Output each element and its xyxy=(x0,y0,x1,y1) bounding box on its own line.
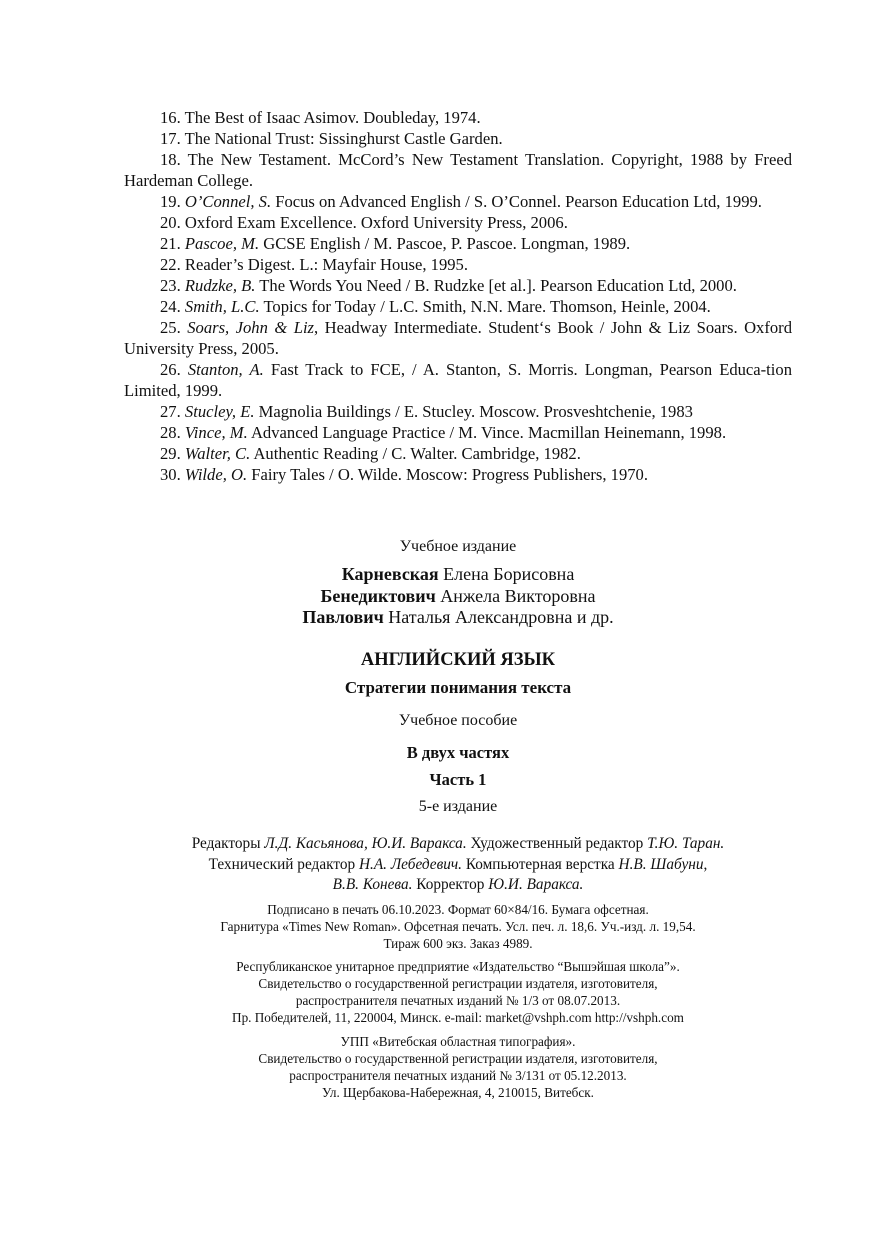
reference-item: 23. Rudzke, B. The Words You Need / B. Rudzke [et al.]. Pearson Education Ltd, 2000. xyxy=(160,276,737,295)
credits-line: Редакторы Л.Д. Касьянова, Ю.И. Варакса. Художественный редактор Т.Ю. Таран. xyxy=(191,835,725,852)
publisher-line: распространителя печатных изданий № 1/3 от 08.07.2013. xyxy=(295,993,621,1008)
publisher-line: Республиканское унитарное предприятие «Издательство “Вышэйшая школа”». xyxy=(236,959,680,974)
printer-line: Свидетельство о государственной регистрации издателя, изготовителя, xyxy=(258,1051,658,1066)
reference-author: Stucley, E. xyxy=(184,402,255,421)
book-title: АНГЛИЙСКИЙ ЯЗЫК xyxy=(360,650,556,670)
reference-author: Rudzke, B. xyxy=(184,276,256,295)
reference-item: 27. Stucley, E. Magnolia Buildings / E. Stucley. Moscow. Prosveshtchenie, 1983 xyxy=(160,402,693,421)
author-line: Павлович Наталья Александровна и др. xyxy=(302,607,614,627)
reference-author: Walter, C. xyxy=(184,444,251,463)
reference-author: Smith, L.C. xyxy=(184,297,260,316)
reference-item: 26. Stanton, A. Fast Track to FCE, / A. Stanton, S. Morris. Longman, Pearson Educa-tion Limited, 1999. xyxy=(124,360,792,400)
printer-info xyxy=(60,1033,856,1101)
print-info xyxy=(60,901,856,952)
reference-author: Vince, M. xyxy=(184,423,248,442)
reference-item: 25. Soars, John & Liz, Headway Intermediate. Student‘s Book / John & Liz Soars. Oxford University Press, 2005. xyxy=(124,318,792,358)
print-info-line: Гарнитура «Times New Roman». Офсетная печать. Усл. печ. л. 18,6. Уч.-изд. л. 19,54. xyxy=(220,919,696,934)
reference-item: 30. Wilde, O. Fairy Tales / O. Wilde. Moscow: Progress Publishers, 1970. xyxy=(160,465,648,484)
reference-item: 18. The New Testament. McCord’s New Testament Translation. Copyright, 1988 by Freed Hardeman College. xyxy=(124,150,792,190)
reference-item: 28. Vince, M. Advanced Language Practice / M. Vince. Macmillan Heinemann, 1998. xyxy=(160,423,727,442)
author-list xyxy=(60,564,856,629)
reference-list xyxy=(124,107,792,485)
reference-item: 29. Walter, C. Authentic Reading / C. Walter. Cambridge, 1982. xyxy=(160,444,581,463)
part-number: Часть 1 xyxy=(429,770,487,789)
printer-line: УПП «Витебская областная типография». xyxy=(340,1034,576,1049)
printer-line: распространителя печатных изданий № 3/131 от 05.12.2013. xyxy=(289,1068,627,1083)
publisher-line: Свидетельство о государственной регистрации издателя, изготовителя, xyxy=(258,976,658,991)
reference-item: 16. The Best of Isaac Asimov. Doubleday, 1974. xyxy=(160,108,481,127)
author-line: Карневская Елена Борисовна xyxy=(341,564,575,584)
reference-item: 21. Pascoe, M. GCSE English / M. Pascoe, P. Pascoe. Longman, 1989. xyxy=(160,234,631,253)
printer-line: Ул. Щербакова-Набережная, 4, 210015, Витебск. xyxy=(322,1085,594,1100)
reference-author: Stanton, A. xyxy=(187,360,264,379)
reference-author: O’Connel, S. xyxy=(184,192,272,211)
reference-item: 17. The National Trust: Sissinghurst Castle Garden. xyxy=(160,129,503,148)
print-info-line: Тираж 600 экз. Заказ 4989. xyxy=(383,936,533,951)
reference-item: 20. Oxford Exam Excellence. Oxford University Press, 2006. xyxy=(160,213,568,232)
editorial-credits xyxy=(60,834,856,896)
print-info-line: Подписано в печать 06.10.2023. Формат 60×84/16. Бумага офсетная. xyxy=(267,902,649,917)
publisher-line: Пр. Победителей, 11, 220004, Минск. e-mail: market@vshph.com http://vshph.com xyxy=(232,1010,684,1025)
reference-author: Wilde, O. xyxy=(184,465,248,484)
reference-author: Pascoe, M. xyxy=(184,234,260,253)
edition-number: 5-е издание xyxy=(418,798,498,815)
book-subtitle: Стратегии понимания текста xyxy=(344,678,572,697)
reference-author: Soars, John & Liz xyxy=(187,318,315,337)
reference-item: 22. Reader’s Digest. L.: Mayfair House, 1995. xyxy=(160,255,469,274)
publisher-info xyxy=(60,958,856,1026)
credits-line: Технический редактор Н.А. Лебедевич. Компьютерная верстка Н.В. Шабуни, xyxy=(208,855,708,873)
author-line: Бенедиктович Анжела Викторовна xyxy=(320,585,596,606)
reference-item: 19. O’Connel, S. Focus on Advanced English / S. O’Connel. Pearson Education Ltd, 1999. xyxy=(160,192,762,211)
credits-line: В.В. Конева. Корректор Ю.И. Варакса. xyxy=(332,876,584,893)
parts-note: В двух частях xyxy=(406,743,510,762)
reference-item: 24. Smith, L.C. Topics for Today / L.C. Smith, N.N. Mare. Thomson, Heinle, 2004. xyxy=(160,297,711,316)
edition-type: Учебное издание xyxy=(399,538,517,555)
book-type: Учебное пособие xyxy=(398,712,518,729)
